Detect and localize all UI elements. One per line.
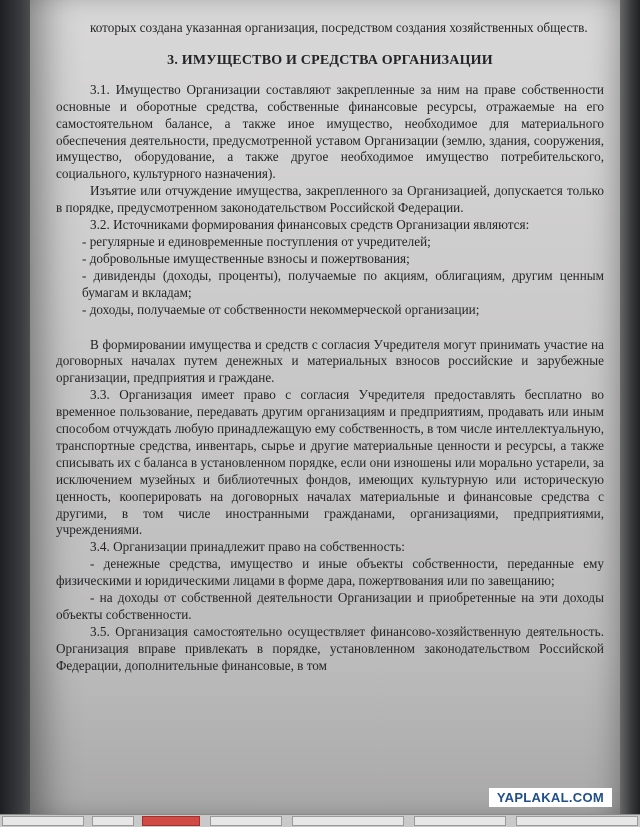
section-heading: 3. ИМУЩЕСТВО И СРЕДСТВА ОРГАНИЗАЦИИ [167,52,493,68]
list-item: - дивиденды (доходы, проценты), получаемые по акциям, облигациям, другим ценным бумагам и вкладам; [82,267,604,300]
right-edge-shadow [618,0,640,827]
list-item: - добровольные имущественные взносы и пожертвования; [82,250,410,266]
taskbar-button[interactable] [210,816,282,826]
list-item: - регулярные и единовременные поступления от учредителей; [82,233,431,249]
paragraph-3-3: 3.3. Организация имеет право с согласия Учредителя предоставлять бесплатно во временное пользование, передавать другим организациям и предприятиям, продавать или иным способом отчуждать любую принадлежащую ему собственность, в том числе интеллектуальную, транспортные средства, инвентарь, сырье и другие материальные ценности и ресурсы, а также списывать их с баланса в установленном порядке, если они изношены или морально устарели, за исключением музейных и библиотечных фондов, имеющих культурную или историческую ценность, кооперировать на договорных началах материальные и финансовые средства с другими, в том числе иностранными гражданами, организациями, предприятиями, учреждениями. [56,387,604,538]
paragraph-3-4: 3.4. Организации принадлежит право на собственность: [90,539,405,555]
paragraph-3-4-income: - на доходы от собственной деятельности Организации и приобретенные на эти доходы объекты собственности. [56,590,604,622]
paragraph-3-5: 3.5. Организация самостоятельно осуществляет финансово-хозяйственную деятельность. Организация вправе привлекать в порядке, установленном законодательством Российской Федерации, дополнительные финансовые, в том [56,623,604,673]
paragraph-3-4-money: - денежные средства, имущество и иные объекты собственности, переданные ему физическими и юридическими лицами в форме дара, пожертвования или по завещанию; [56,556,604,589]
funding-sources-list [56,234,604,319]
taskbar-button[interactable] [92,816,134,826]
paragraph-3-1-alienation: Изъятие или отчуждение имущества, закрепленного за Организацией, допускается только в порядке, предусмотренном законодательством Российской Федерации. [56,183,604,216]
taskbar [0,814,640,827]
document-text [56,20,604,675]
taskbar-button[interactable] [2,816,84,826]
paragraph-3-2: 3.2. Источниками формирования финансовых средств Организации являются: [90,217,530,233]
formation-paragraph: В формировании имущества и средств с согласия Учредителя могут принимать участие на договорных началах путем денежных и материальных взносов российские и зарубежные организации, предприятия и граждане. [56,336,604,386]
paragraph-3-1: 3.1. Имущество Организации составляют закрепленные за ним на праве собственности основные и оборотные средства, собственные финансовые ресурсы, отражаемые на его самостоятельном балансе, а также иное имущество, необходимое для материального обеспечения деятельности, предусмотренной уставом Организации (землю, здания, сооружения, имущество, оборудование, а также другое необходимое имущество потребительского, социального, культурного назначения). [56,81,604,182]
list-item: - доходы, получаемые от собственности некоммерческой организации; [82,301,480,317]
intro-paragraph: которых создана указанная организация, посредством создания хозяйственных обществ. [90,20,588,35]
site-watermark: YAPLAKAL.COM [489,788,612,807]
taskbar-button[interactable] [516,816,638,826]
taskbar-button-active[interactable] [142,816,200,826]
spacer [56,319,604,337]
taskbar-button[interactable] [414,816,506,826]
taskbar-button[interactable] [292,816,404,826]
document-page [30,0,620,815]
